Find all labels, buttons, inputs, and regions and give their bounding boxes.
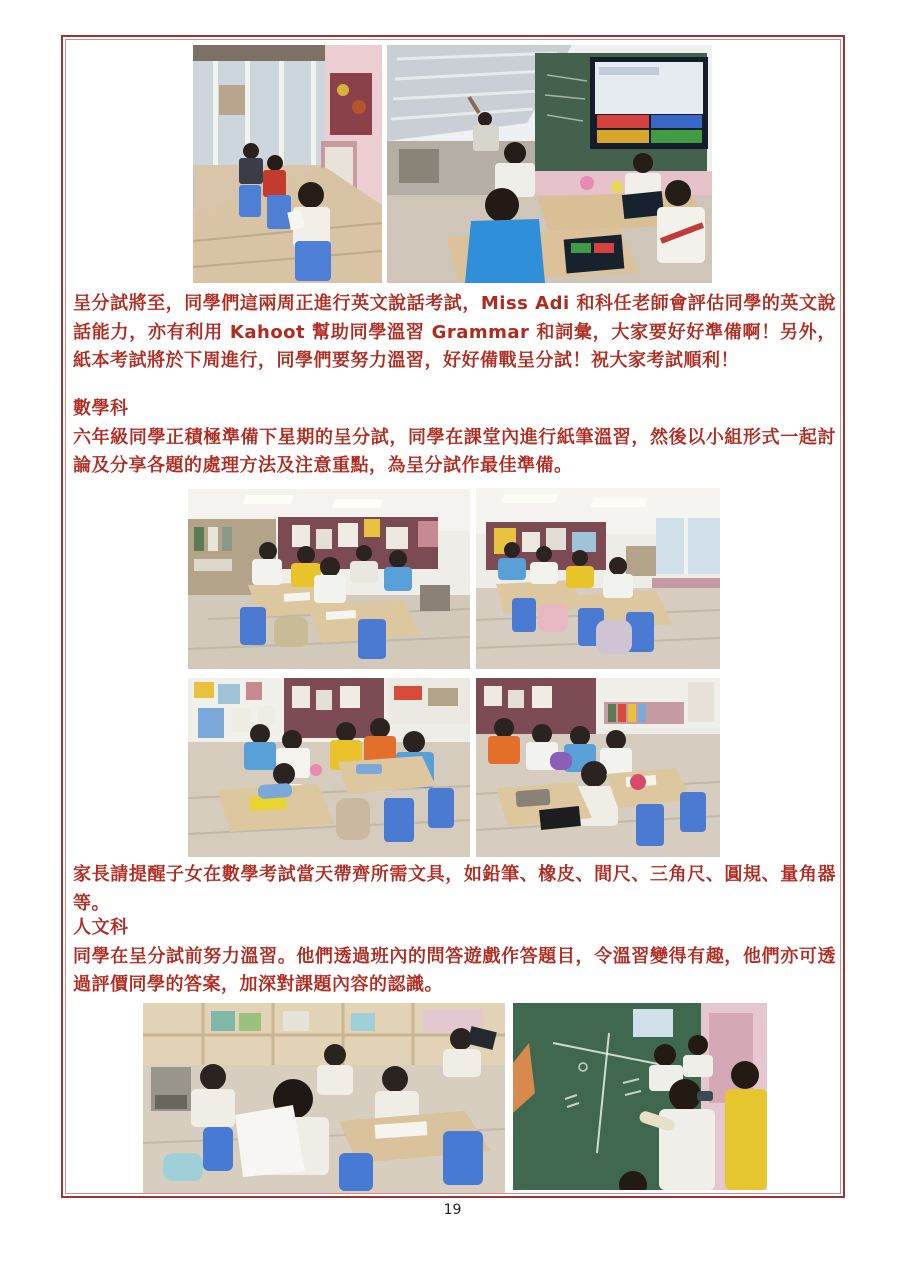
math-classroom-wide-scene-image — [476, 488, 720, 669]
math-group-sharing-scene-image — [476, 678, 720, 857]
humanities-section — [73, 914, 836, 1000]
kahoot-classroom-scene-image — [387, 45, 712, 283]
humanities-section-heading: 人文科 — [73, 917, 129, 938]
photo-english-kahoot-classroom — [387, 45, 712, 283]
photo-humanities-blackboard — [513, 1003, 767, 1190]
photo-math-revision-2 — [476, 488, 720, 669]
humanities-blackboard-scene-image — [513, 1003, 767, 1190]
photo-math-revision-1 — [188, 489, 470, 669]
math-section-heading: 數學科 — [73, 398, 129, 419]
corridor-scene-image — [193, 45, 382, 283]
photo-english-oral-corridor — [193, 45, 382, 283]
humanities-section-paragraph: 同學在呈分試前努力溫習。他們透過班內的問答遊戲作答題目，令溫習變得有趣，他們亦可透過評價同學的答案，加深對課題內容的認識。 — [73, 945, 836, 995]
photo-humanities-quiz — [143, 1003, 505, 1193]
photo-math-group-1 — [188, 678, 470, 857]
math-section-paragraph: 六年級同學正積極準備下星期的呈分試，同學在課堂內進行紙筆溫習，然後以小組形式一起討論及分享各題的處理方法及注意重點，為呈分試作最佳準備。 — [73, 426, 836, 476]
humanities-quiz-scene-image — [143, 1003, 505, 1193]
math-section — [73, 395, 836, 481]
math-group-discussion-scene-image — [188, 678, 470, 857]
math-section-note: 家長請提醒子女在數學考試當天帶齊所需文具，如鉛筆、橡皮、間尺、三角尺、圓規、量角器等。 — [73, 864, 836, 914]
english-section-paragraph: 呈分試將至，同學們這兩周正進行英文說話考試，Miss Adi 和科任老師會評估同學的英文說話能力，亦有利用 Kahoot 幫助同學溫習 Grammar 和詞彙，大家要好好準備啊！另外，紙本考試將於下周進行，同學們要努力溫習，好好備戰呈分試！祝大家考試順利！ — [73, 293, 836, 371]
page-number: 19 — [443, 1202, 462, 1218]
math-classroom-scene-image — [188, 489, 470, 669]
photo-math-group-2 — [476, 678, 720, 857]
